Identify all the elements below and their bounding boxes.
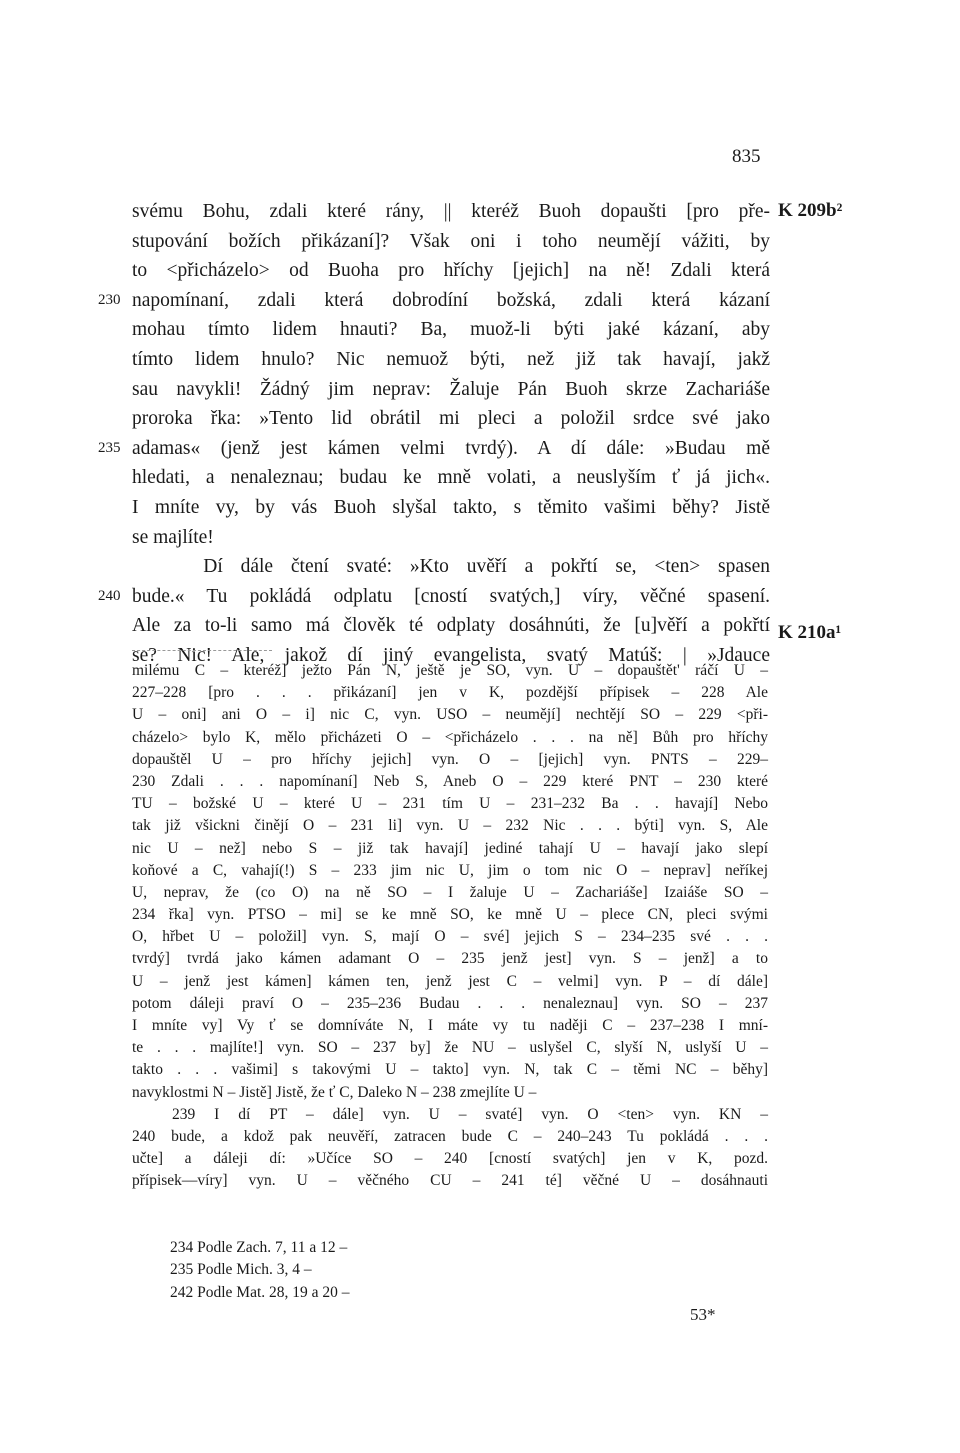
critical-apparatus [132, 660, 768, 1193]
text-line: I mníte vy, by vás Buoh slyšal takto, s těmito vašimi běhy? Jistě [132, 496, 770, 518]
apparatus-line: takto . . . vašimi] s takovými U – takto] vyn. N, tak C – těmi NC – běhy] [132, 1061, 768, 1079]
text-line: stupování božích přikázaní]? Však oni i toho neumějí vážiti, by [132, 230, 770, 252]
text-line: to <přicházelo> od Buoha pro hříchy [jejich] na ně! Zdali která [132, 260, 770, 282]
main-text [98, 197, 770, 671]
apparatus-line: potom dáleji praví O – 235–236 Budau . . . nenaleznau] vyn. SO – 237 [132, 994, 768, 1012]
source-references [170, 1237, 350, 1304]
apparatus-line: dopauštěl U – pro hříchy jejich] vyn. O – [jejich] vyn. PNTS – 229– [132, 750, 768, 768]
text-line: 230 napomínaní, zdali která dobrodíní božská, zdali která kázaní [132, 286, 770, 316]
apparatus-line: 230 Zdali . . . napomínaní] Neb S, Aneb O – 229 které PNT – 230 které [132, 772, 768, 790]
text-line: se majlíte! [132, 526, 214, 548]
apparatus-line: koňové a C, vahají(!) S – 233 jim nic U, jim o tom nic O – neprav] neříkej [132, 861, 768, 879]
apparatus-line: 239 I dí PT – dále] vyn. U – svaté] vyn. O <ten> vyn. KN – [172, 1105, 768, 1123]
apparatus-line: tak již všickni činějí O – 231 li] vyn. U – 232 Nic . . . býti] vyn. S, Ale [132, 817, 768, 835]
apparatus-line: 240 bude, a kdož pak neuvěří, zatracen bude C – 240–243 Tu pokládá . . . [132, 1127, 768, 1145]
apparatus-line: O, hřbet U – položil] vyn. S, mají O – své] jejich S – 234–235 své . . . [132, 928, 768, 946]
apparatus-line: U, neprav, že (co O) na ně SO – I žaluje U – Zachariáše] Izaiáše SO – [132, 883, 768, 901]
text-line: proroka řka: »Tento lid obrátil mi pleci a položil srdce své jako [132, 408, 770, 430]
text-line: se? Nic! Ale, jakož dí jiný evangelista, svatý Matúš: | »Jdauce [132, 644, 770, 666]
margin-folio-note: K 209b² [778, 200, 843, 221]
source-reference: 234 Podle Zach. 7, 11 a 12 – [170, 1239, 348, 1256]
text-line: sau navykli! Žádný jim neprav: Žaluje Pán Buoh skrze Zachariáše [132, 378, 770, 400]
apparatus-line: U – jenž jest kámen] kámen ten, jenž jest C – velmi] vyn. P – dí dále] [132, 972, 768, 990]
apparatus-line: 227–228 [pro . . . přikázaní] jen v K, pozdější přípisek – 228 Ale [132, 684, 768, 702]
line-number: 240 [98, 587, 121, 604]
apparatus-line: I mníte vy] Vy ť se domníváte N, I máte vy tu naději C – 237–238 I mní- [132, 1017, 768, 1034]
text-line: Ale za to-li samo má člověk té odplaty dosáhnúti, že [u]věří a pokřtí [132, 615, 770, 637]
apparatus-line: milému C – kteréž] ježto Pán N, ještě je SO, vyn. U – dopauštět' ráčí U – [132, 662, 768, 679]
apparatus-line: tvrdý] tvrdá jako kámen adamant O – 235 jenž jest] vyn. S – jenž] a to [132, 950, 768, 968]
text-line: tímto lidem hnulo? Nic nemuož býti, než již tak havají, jakž [132, 348, 770, 370]
text-line: 240 bude.« Tu pokládá odplatu [cností svatých,] víry, věčné spasení. [132, 582, 770, 612]
line-number: 235 [98, 439, 121, 456]
text-line: mohau tímto lidem hnauti? Ba, muož-li býti jaké kázaní, aby [132, 319, 770, 341]
apparatus-line: 234 řka] vyn. PTSO – mi] se ke mně SO, ke mně U – plece CN, pleci svými [132, 906, 768, 924]
source-reference: 235 Podle Mich. 3, 4 – [170, 1261, 312, 1279]
printer-signature: 53* [690, 1305, 716, 1324]
line-number: 230 [98, 291, 121, 308]
margin-folio-note: K 210a¹ [778, 622, 842, 643]
source-reference: 242 Podle Mat. 28, 19 a 20 – [170, 1283, 350, 1301]
apparatus-line: te . . . majlíte!] vyn. SO – 237 by] že NU – uslyšel C, slyší N, uslyší U – [132, 1039, 768, 1057]
page-number: 835 [732, 146, 761, 167]
apparatus-line: nic U – než] nebo S – již tak havají] jediné tahají U – havají jako slepí [132, 839, 768, 857]
apparatus-line: přípisek—víry] vyn. U – věčného CU – 241 té] věčné U – dosáhnauti [132, 1172, 768, 1190]
separator-rule [132, 650, 272, 651]
text-line: hledati, a nenaleznau; budau ke mně volati, a neuslyším ť já jich«. [132, 467, 770, 489]
text-line: svému Bohu, zdali které rány, || kteréž Buoh dopaušti [pro pře- [132, 201, 770, 222]
apparatus-line: TU – božské U – které U – 231 tím U – 231–232 Ba . . havají] Nebo [132, 795, 768, 813]
text-line: 235 adamas« (jenž jest kámen velmi tvrdý). A dí dále: »Budau mě [132, 434, 770, 464]
apparatus-line: učte] a dáleji dí: »Učíce SO – 240 [cností svatých] jen v K, pozd. [132, 1150, 768, 1168]
apparatus-line: navyklostmi N – Jistě] Jistě, že ť C, Daleko N – 238 zmejlíte U – [132, 1083, 537, 1101]
apparatus-line: U – oni] ani O – i] nic C, vyn. USO – neumějí] nechtějí SO – 229 <při- [132, 706, 768, 724]
apparatus-line: cházelo> bylo K, mělo přicházeti O – <přicházelo . . . na ně] Bůh pro hříchy [132, 728, 768, 746]
text-line: Dí dále čtení svaté: »Kto uvěří a pokřtí se, <ten> spasen [132, 556, 770, 578]
